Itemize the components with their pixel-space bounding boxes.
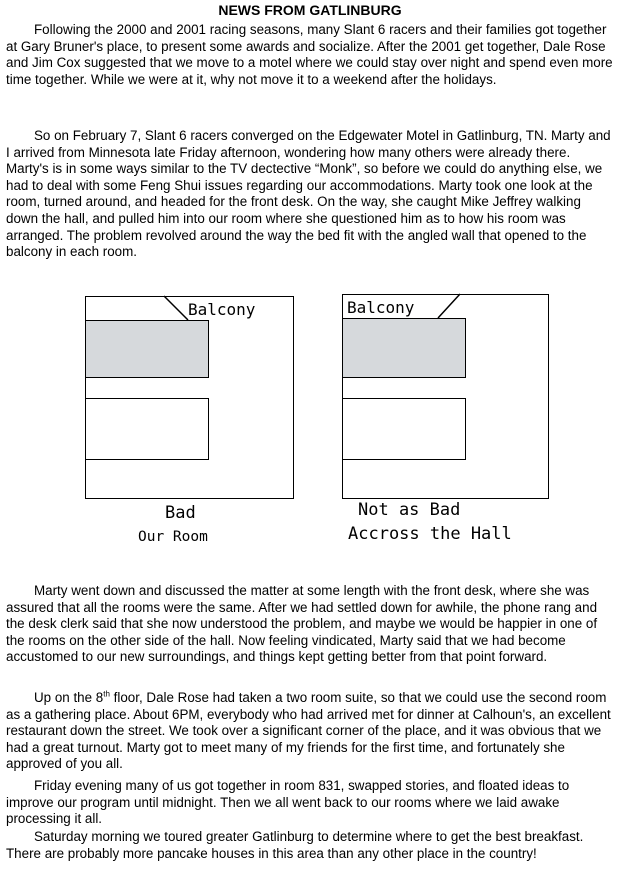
left-caption-line2: Our Room [138,529,208,545]
paragraph-eighth-floor [6,690,614,773]
paragraph-front-desk: Marty went down and discussed the matter at some length with the front desk, where she was assured that all the rooms were the same. After we had settled down for awhile, the phone rang and the desk clerk said that she now understood the problem, and maybe we would be happier in one of the rooms on the other side of the hall. Now feeling vindicated, Marty said that we had become accustomed to our new surroundings, and things kept getting better from that point forward. [6,583,598,665]
left-bed [85,320,209,378]
right-caption-line1: Not as Bad [358,500,461,520]
left-balcony-label: Balcony [188,300,256,319]
right-balcony-label: Balcony [347,298,415,317]
paragraph-arrival: So on February 7, Slant 6 racers converged on the Edgewater Motel in Gatlinburg, TN. Marty and I arrived from Minnesota late Friday afternoon, wondering how many others were already there. Marty's is in some ways similar to the TV dectective “Monk”, so before we could do anything else, we had to deal with some Feng Shui issues regarding our accommodations. Marty took one look at the room, turned around, and headed for the front desk. On the way, she caught Mike Jeffrey walking down the hall, and pulled him into our room where she questioned him as to how his room was arranged. The problem revolved around the way the bed fit with the angled wall that opened to the balcony in each room. [6,128,611,260]
p4-after: floor, Dale Rose had taken a two room suite, so that we could use the second room as a gathering place. About 6PM, everybody who had arrived met for dinner at Calhoun's, an excellent restaurant down the street. We took over a significant corner of the place, and it was obvious that we had a great turnout. Marty got to meet many of my friends for the first time, and fortunately she approved of you all. [6,690,611,772]
paragraph-saturday: Saturday morning we toured greater Gatlinburg to determine where to get the best breakfast. There are probably more pancake houses in this area than any other place in the country! [6,829,584,861]
right-bed [342,318,466,378]
right-caption-line2: Accross the Hall [348,524,512,544]
p4-sup: th [103,689,110,699]
left-dresser [85,398,209,460]
page-title: NEWS FROM GATLINBURG [218,2,402,18]
p4-before: Up on the 8 [34,690,104,705]
left-caption-line1: Bad [165,503,196,523]
paragraph-friday-evening: Friday evening many of us got together in room 831, swapped stories, and floated ideas to improve our program until midnight. Then we all went back to our rooms where we laid awake processing it all. [6,778,570,827]
right-dresser [342,398,466,460]
paragraph-intro: Following the 2000 and 2001 racing seasons, many Slant 6 racers and their families got together at Gary Bruner's place, to present some awards and socialize. After the 2001 get together, Dale Rose and Jim Cox suggested that we move to a motel where we could stay over night and spend even more time together. While we were at it, why not move it to a weekend after the holidays. [6,22,613,87]
